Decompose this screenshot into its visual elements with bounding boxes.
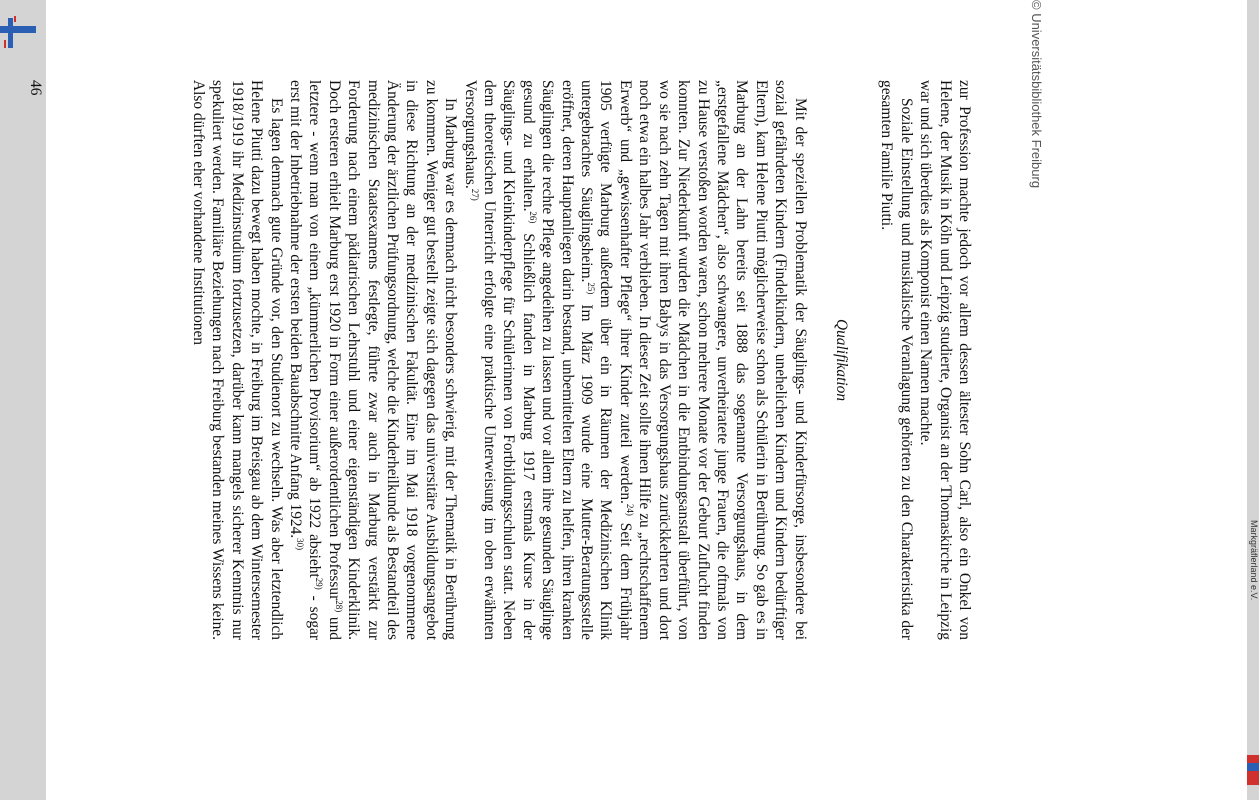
footnote-ref[interactable]: 25): [586, 282, 597, 295]
paragraph: zur Profession machte jedoch vor allem dessen ältester Sohn Carl, also ein Onkel von Helene, der Musik in Köln und Leipzig studierte, Organist an der Thomaskirche in Leipzig war und sich überdies als Komponist einen Namen machte.: [917, 80, 973, 640]
paragraph: Es lagen demnach gute Gründe vor, den Studienort zu wechseln. Was aber letztendlich Helene Piutti dazu bewegt haben mochte, in Freiburg im Breisgau ab dem Wintersemester 1918/1919 ihr Medizinstudium fortzusetzen, darüber kann mangels sicherer Kenntnis nur spekuliert werden. Familiäre Beziehungen nach Freiburg bestanden meines Wissens keine. Also dürften eher vorhandene Institutionen: [189, 80, 285, 640]
paragraph: Soziale Einstellung und musikalische Veranlagung gehörten zu den Charakteristika der gesamten Familie Piutti.: [878, 80, 915, 640]
section-heading: Qualifikation: [832, 318, 850, 402]
footnote-ref[interactable]: 24): [625, 503, 636, 516]
page-header-copyright: © Universitätsbibliothek Freiburg: [1029, 0, 1044, 189]
footnote-ref[interactable]: 28): [333, 600, 344, 613]
paragraph: Mit der speziellen Problematik der Säuglings- und Kinderfürsorge, insbesondere bei sozial gefährdeten Kindern (Findelkindern, unehelichen Kindern und Kindern bedürftiger Eltern), kam Helene Piutti möglicherweise schon als Schülerin in Berührung. So gab es in Marburg an der Lahn bereits seit 1888 das sogenannte Versorgungshaus, in dem „erstgefallene Mädchen“, also schwangere, unverheiratete junge Frauen, die oftmals von zu Hause verstoßen worden waren, schon mehrere Monate vor der Geburt Zuflucht finden konnten. Zur Niederkunft wurden die Mädchen in die Entbindungsanstalt überführt, von wo sie nach zehn Tagen mit ihren Babys in das Versorgungshaus zurückkehrten und dort noch etwa ein halbes Jahr verblieben. In dieser Zeit sollte ihnen Hilfe zu „rechtschaffenem Erwerb“ und „gewissenhafter Pflege“ ihrer Kinder zuteil werden.$^{24)}$ Seit dem Frühjahr 1905 verfügte Marburg außerdem über ein in Räumen der Medizinischen Klinik untergebrachtes Säuglingsheim.$^{25)}$ Im März 1909 wurde eine Mutter-Beratungsstelle eröffnet, deren Hauptanliegen darin bestand, unbemittelten Eltern zu helfen, ihren kranken Säuglingen die rechte Pflege angedeihen zu lassen und vor allem ihre gesunden Säuglinge gesund zu erhalten.$^{26)}$ Schließlich fanden in Marburg 1917 erstmals Kurse in der Säuglings- und Kleinkinderpflege für Schülerinnen von Fortbildungsschulen statt. Neben dem theoretischen Unterricht erfolgte eine praktische Unterweisung im oben erwähnten Versorgungshaus.$^{27)}$: [461, 80, 809, 640]
footnote-ref[interactable]: 26): [528, 211, 538, 224]
paragraph: In Marburg war es demnach nicht besonders schwierig, mit der Thematik in Berührung zu kommen. Weniger gut bestellt zeigte sich dagegen das universitäre Ausbildungsangebot in diese Richtung an der medizinischen Fakultät. Eine im Mai 1918 vorgenommene Änderung der ärztlichen Prüfungsordnung, welche die Kinderheilkunde als Bestandteil des medizinischen Staatsexamens festlegte, führte zwar auch in Marburg verstärkt zur Forderung nach einem pädiatrischen Lehrstuhl und einer eigenständigen Kinderklinik. Doch ersteren erhielt Marburg erst 1920 in Form einer außerordentlichen Professur$^{28)}$ und letztere - wenn man von einem „kümmerlichen Provisorium“ ab 1922 absieht$^{29)}$ - sogar erst mit der Inbetriebnahme der ersten beiden Bauabschnitte Anfang 1924.$^{30)}$: [287, 80, 460, 641]
edge-logo-icon: [1247, 755, 1259, 785]
page-number: 46: [27, 80, 44, 96]
footnote-ref[interactable]: 27): [469, 188, 480, 201]
edge-society-text: Markgräflerland e.V.: [1249, 520, 1259, 601]
body-text: [189, 80, 974, 640]
footnote-ref[interactable]: 30): [295, 538, 306, 551]
document-viewer: [27, 0, 1247, 800]
footnote-ref[interactable]: 29): [314, 577, 325, 590]
